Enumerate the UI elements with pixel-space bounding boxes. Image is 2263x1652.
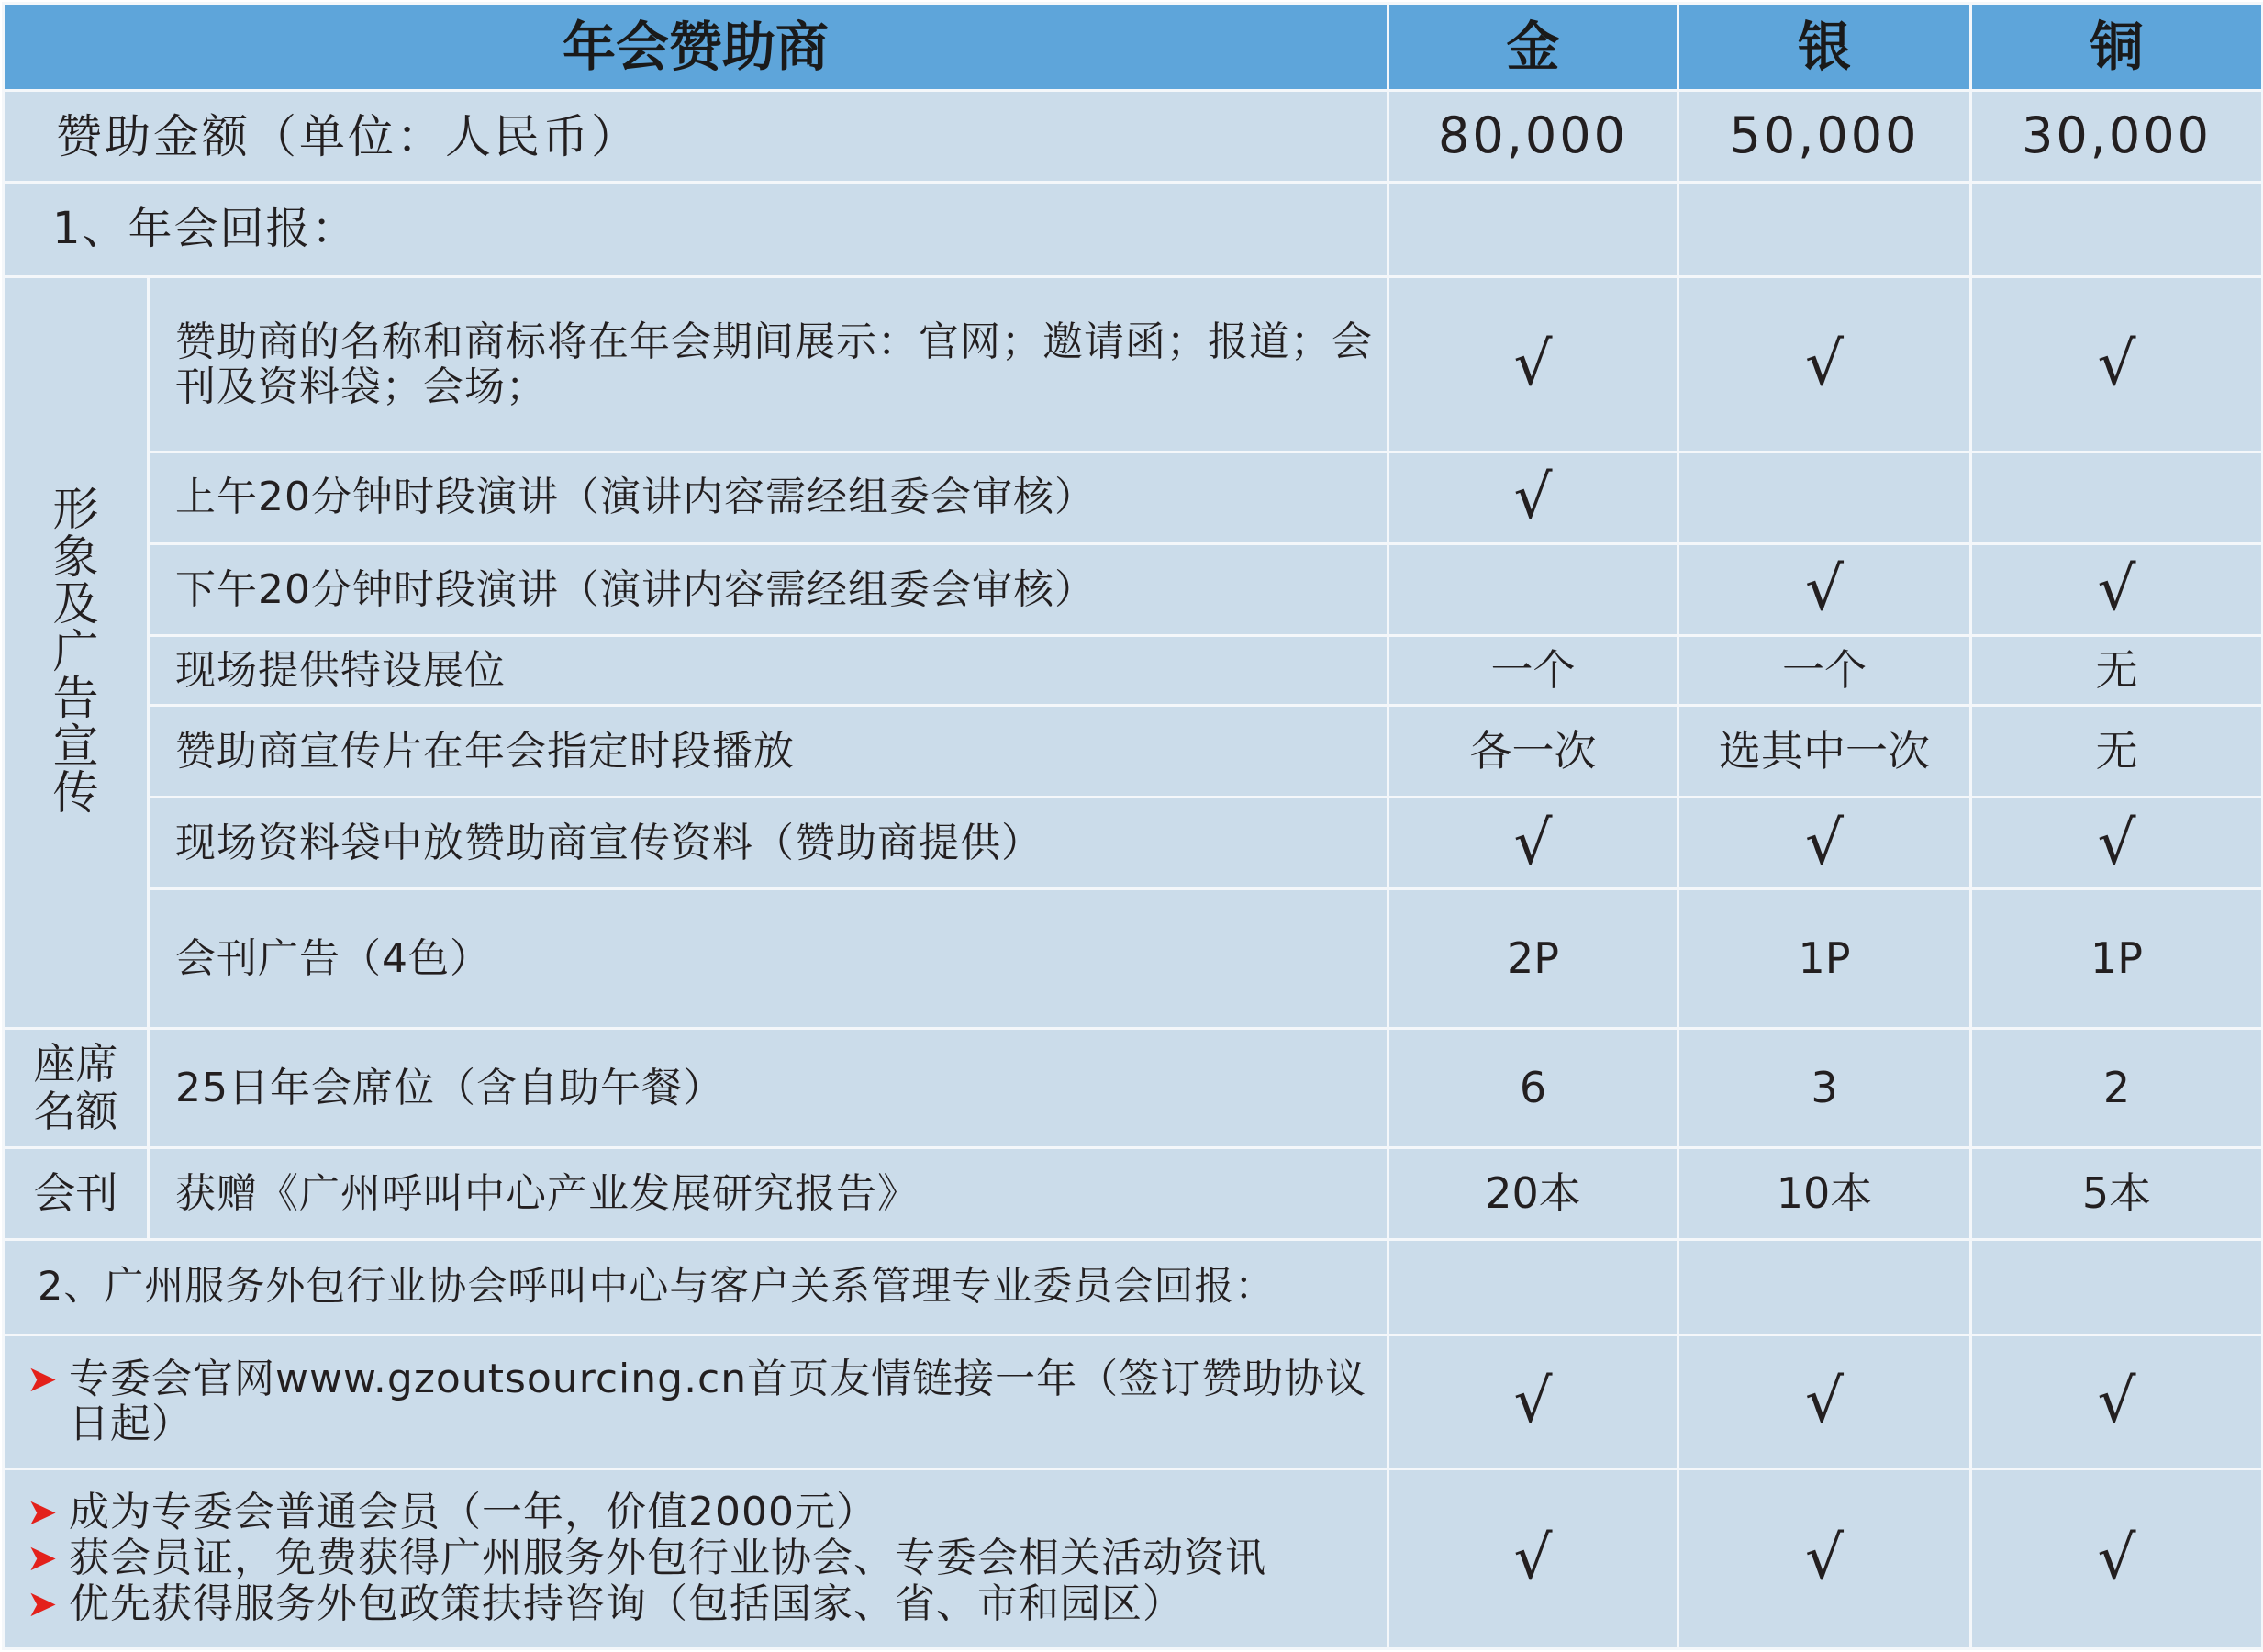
category-image-ads	[4, 277, 149, 1029]
value-silver: √	[1678, 277, 1971, 452]
seats-row	[4, 1029, 2263, 1148]
empty-cell	[1388, 1240, 1678, 1334]
row-item: 上午20分钟时段演讲（演讲内容需经组委会审核）	[149, 452, 1388, 543]
list-item	[27, 1535, 1387, 1581]
value-silver: 一个	[1678, 635, 1971, 705]
value-bronze: √	[1971, 797, 2263, 888]
bullet-text: 成为专委会普通会员（一年，价值2000元）	[69, 1489, 877, 1536]
empty-cell	[1388, 183, 1678, 277]
header-title: 年会赞助商	[4, 4, 1388, 91]
value-bronze: 1P	[1971, 889, 2263, 1029]
value-gold: √	[1388, 277, 1678, 452]
amount-bronze: 30,000	[1971, 91, 2263, 183]
empty-cell	[1678, 1240, 1971, 1334]
row-item: 获赠《广州呼叫中心产业发展研究报告》	[149, 1148, 1388, 1240]
bullet-text: 获会员证，免费获得广州服务外包行业协会、专委会相关活动资讯	[69, 1535, 1266, 1582]
value-silver: 3	[1678, 1029, 1971, 1148]
amount-label: 赞助金额（单位：人民币）	[4, 91, 1388, 183]
value-silver	[1678, 452, 1971, 543]
row-item: 赞助商的名称和商标将在年会期间展示：官网；邀请函；报道；会刊及资料袋；会场；	[149, 277, 1388, 452]
header-row	[4, 4, 2263, 91]
category-seats	[4, 1029, 149, 1148]
red-arrow-bullet-icon: ➤	[27, 1491, 59, 1535]
row-item: 赞助商宣传片在年会指定时段播放	[149, 705, 1388, 797]
value-gold: 6	[1388, 1029, 1678, 1148]
section1-row	[4, 183, 2263, 277]
empty-cell	[1678, 183, 1971, 277]
row-item: 现场资料袋中放赞助商宣传资料（赞助商提供）	[149, 797, 1388, 888]
section1-title: 1、年会回报：	[4, 183, 1388, 277]
journal-row	[4, 1148, 2263, 1240]
value-bronze: 2	[1971, 1029, 2263, 1148]
tier-gold: 金	[1388, 4, 1678, 91]
list-item	[27, 1356, 1387, 1447]
value-gold: √	[1388, 1468, 1678, 1648]
table-row	[4, 543, 2263, 635]
value-silver: 10本	[1678, 1148, 1971, 1240]
value-gold: 2P	[1388, 889, 1678, 1029]
row-item: 现场提供特设展位	[149, 635, 1388, 705]
amount-silver: 50,000	[1678, 91, 1971, 183]
value-bronze: 5本	[1971, 1148, 2263, 1240]
amount-gold: 80,000	[1388, 91, 1678, 183]
value-gold: 20本	[1388, 1148, 1678, 1240]
table-row	[4, 889, 2263, 1029]
table-row	[4, 452, 2263, 543]
value-bronze: 无	[1971, 635, 2263, 705]
value-silver: √	[1678, 1468, 1971, 1648]
committee-benefit-1	[4, 1334, 1388, 1468]
value-silver: √	[1678, 797, 1971, 888]
value-bronze: √	[1971, 1334, 2263, 1468]
value-bronze: √	[1971, 277, 2263, 452]
value-bronze: √	[1971, 543, 2263, 635]
table-row	[4, 705, 2263, 797]
value-silver: √	[1678, 543, 1971, 635]
value-bronze	[1971, 452, 2263, 543]
value-gold: 一个	[1388, 635, 1678, 705]
empty-cell	[1971, 183, 2263, 277]
committee-row	[4, 1334, 2263, 1468]
red-arrow-bullet-icon: ➤	[27, 1583, 59, 1626]
red-arrow-bullet-icon: ➤	[27, 1537, 59, 1580]
section2-row	[4, 1240, 2263, 1334]
list-item	[27, 1490, 1387, 1535]
value-bronze: √	[1971, 1468, 2263, 1648]
value-gold	[1388, 543, 1678, 635]
table-row	[4, 277, 2263, 452]
category-journal: 会刊	[4, 1148, 149, 1240]
value-gold: 各一次	[1388, 705, 1678, 797]
amount-row	[4, 91, 2263, 183]
category-label: 座席名额	[33, 1039, 118, 1136]
tier-bronze: 铜	[1971, 4, 2263, 91]
sponsorship-table	[2, 2, 2263, 1650]
bullet-text: 专委会官网www.gzoutsourcing.cn首页友情链接一年（签订赞助协议日起）	[69, 1355, 1367, 1448]
value-gold: √	[1388, 1334, 1678, 1468]
red-arrow-bullet-icon: ➤	[27, 1357, 59, 1401]
table-row	[4, 797, 2263, 888]
row-item: 会刊广告（4色）	[149, 889, 1388, 1029]
list-item	[27, 1581, 1387, 1627]
value-silver: √	[1678, 1334, 1971, 1468]
row-item: 下午20分钟时段演讲（演讲内容需经组委会审核）	[149, 543, 1388, 635]
table-row	[4, 635, 2263, 705]
category-label: 形象及广告宣传	[52, 483, 99, 820]
empty-cell	[1971, 1240, 2263, 1334]
row-item: 25日年会席位（含自助午餐）	[149, 1029, 1388, 1148]
value-gold: √	[1388, 797, 1678, 888]
value-silver: 1P	[1678, 889, 1971, 1029]
value-bronze: 无	[1971, 705, 2263, 797]
bullet-text: 优先获得服务外包政策扶持咨询（包括国家、省、市和园区）	[69, 1580, 1184, 1628]
committee-row	[4, 1468, 2263, 1648]
section2-title: 2、广州服务外包行业协会呼叫中心与客户关系管理专业委员会回报：	[4, 1240, 1388, 1334]
value-silver: 选其中一次	[1678, 705, 1971, 797]
value-gold: √	[1388, 452, 1678, 543]
tier-silver: 银	[1678, 4, 1971, 91]
committee-benefit-2	[4, 1468, 1388, 1648]
